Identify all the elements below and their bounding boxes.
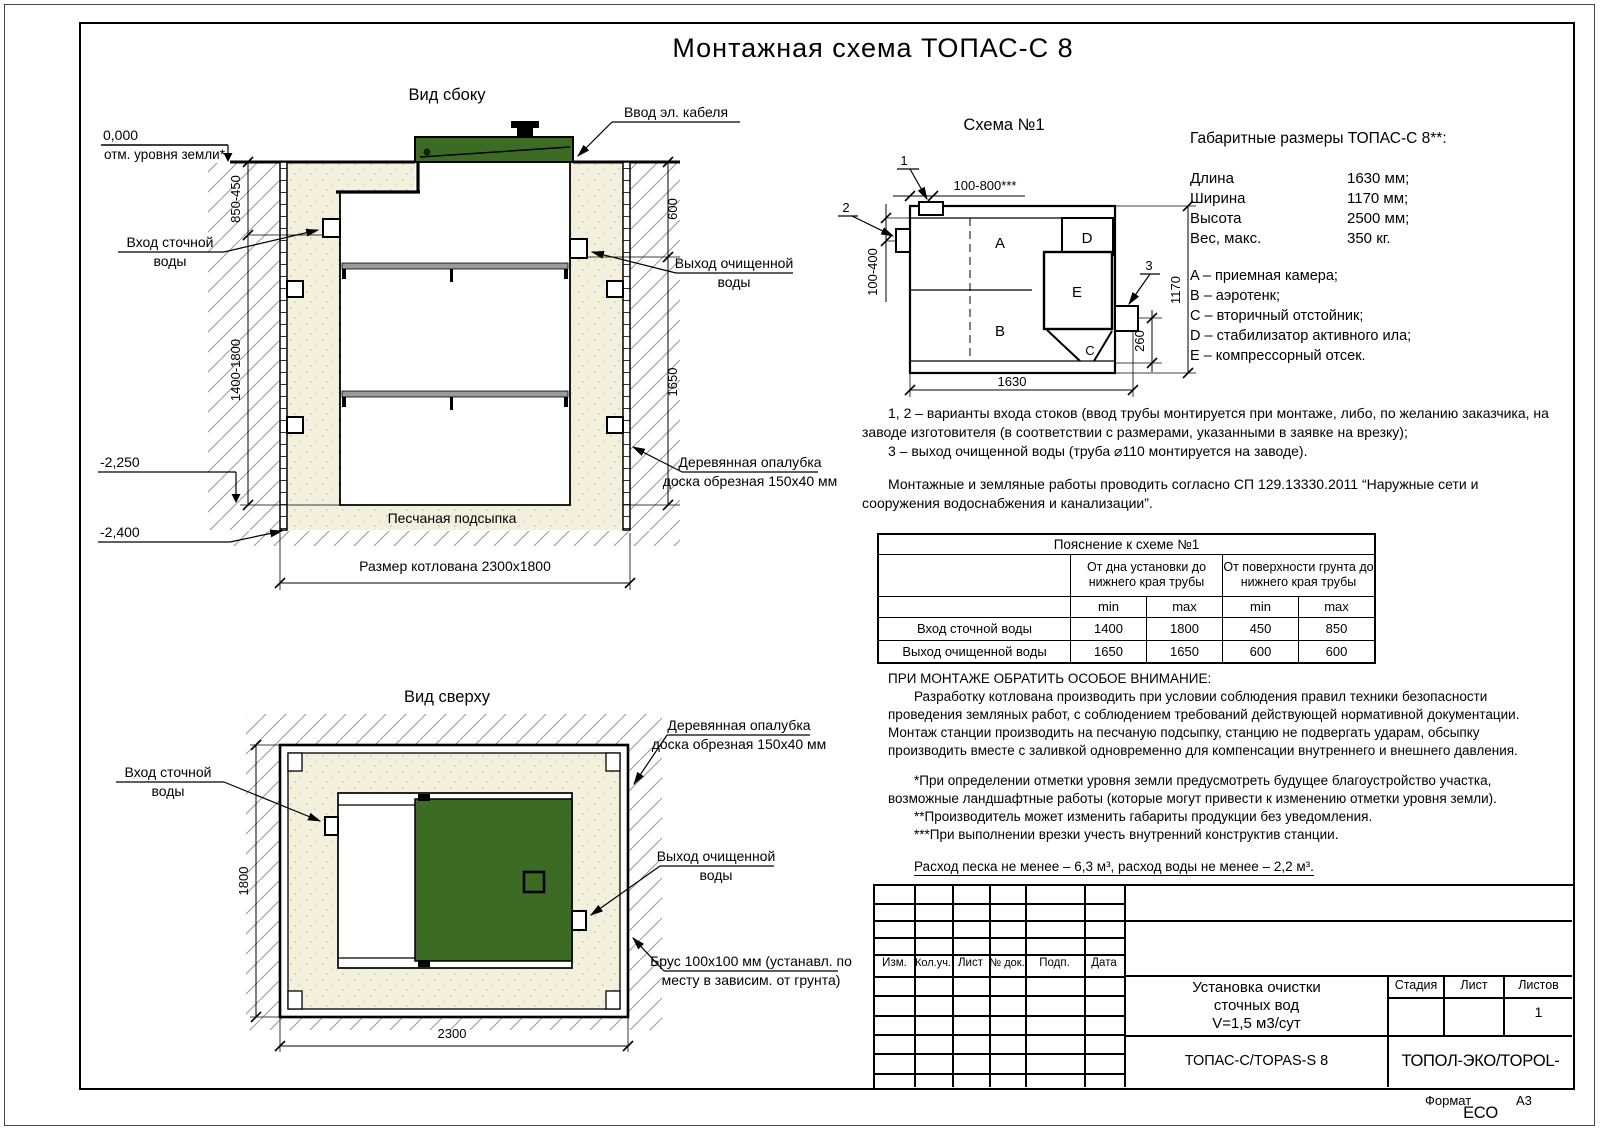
doc-title — [1126, 979, 1387, 1033]
beam-label-1: Брус 100x100 мм (устанавл. по — [650, 953, 852, 969]
scheme-dim-outlet: 260 — [1132, 330, 1147, 352]
format-value: А3 — [1516, 1093, 1532, 1108]
zero-mark-text: 0,000 — [103, 127, 139, 143]
top-inlet-label-2: воды — [151, 783, 185, 799]
table-title: Пояснение к схеме №1 — [878, 534, 1375, 554]
outlet-pipe-stub — [570, 239, 587, 258]
stamp-col-izm: Изм. — [882, 957, 907, 969]
elev-2250-text: -2,250 — [100, 454, 140, 470]
scheme-pipe-3 — [1115, 306, 1138, 331]
scheme-marker-1: 1 — [900, 153, 908, 168]
stamp-model: ТОПАС-С/TOPAS-S 8 — [1184, 1053, 1329, 1069]
explanation-table — [877, 533, 1376, 664]
top-inlet-label-1: Вход сточной — [124, 764, 212, 780]
doc-title-2: сточных вод — [1213, 997, 1300, 1014]
scheme-marker-2: 2 — [842, 200, 850, 215]
attention-heading: ПРИ МОНТАЖЕ ОБРАТИТЬ ОСОБОЕ ВНИМАНИЕ: — [888, 671, 1212, 686]
elev-2400-text: -2,400 — [100, 524, 140, 540]
spec-row — [1190, 229, 1560, 249]
scheme-pipe-2 — [896, 229, 910, 252]
top-dim-length: 2300 — [437, 1026, 467, 1041]
table-row: Вход сточной воды 1400 1800 450 850 — [878, 617, 1375, 640]
note-sp: Монтажные и земляные работы проводить согласно СП 129.13330.2011 “Наружные сети и сооружения водоснабжения и канализации”. — [862, 476, 1479, 511]
ground-note-text: отм. уровня земли* — [104, 147, 225, 162]
station-lid-top — [415, 799, 572, 961]
table-row: Выход очищенной воды 1650 1650 600 600 — [878, 640, 1375, 663]
spec-value: 2500 мм; — [1347, 210, 1410, 227]
attention-block — [888, 670, 1548, 876]
inlet-pipe-stub — [323, 219, 340, 237]
spec-row — [1190, 189, 1560, 209]
beam-label-2: месту в зависим. от грунта) — [661, 972, 841, 988]
spec-label: Длина — [1190, 170, 1234, 187]
formwork-label-1: Деревянная опалубка — [678, 454, 822, 470]
station-body-side — [336, 162, 570, 505]
stamp-col-list: Лист — [958, 957, 983, 969]
stamp-col-podp: Подп. — [1039, 957, 1070, 969]
compartment-a: A — [994, 235, 1006, 252]
side-view-title: Вид сбоку — [408, 86, 486, 104]
table-row-label: Вход сточной воды — [878, 617, 1071, 640]
stamp-sheets: Листов — [1518, 978, 1559, 992]
spec-value: 1630 мм; — [1347, 170, 1410, 187]
attention-star2: **Производитель может изменить габариты продукции без уведомления. — [914, 809, 1373, 824]
outlet-label-2: воды — [717, 274, 751, 290]
compartment-c: C — [1085, 343, 1095, 358]
table-group2: От поверхности грунта до нижнего края трубы — [1223, 554, 1376, 596]
spec-label: Ширина — [1190, 190, 1246, 207]
dimensions-spec-block — [1190, 130, 1560, 366]
table-max: max — [1299, 596, 1376, 617]
page-title: Монтажная схема ТОПАС-С 8 — [672, 33, 1074, 63]
consumption-note: Расход песка не менее – 6,3 м³, расход воды не менее – 2,2 м³. — [914, 859, 1314, 874]
doc-title-3: V=1,5 м3/сут — [1212, 1015, 1301, 1032]
vent-cap — [511, 121, 539, 128]
scheme-dim-height: 1170 — [1168, 276, 1183, 304]
table-min: min — [1223, 596, 1299, 617]
specs-title: Габаритные размеры ТОПАС-С 8**: — [1190, 130, 1447, 147]
legend-item: A – приемная камера; — [1190, 268, 1338, 284]
sand-bedding-label: Песчаная подсыпка — [387, 510, 517, 526]
dim-depth-top: 850-450 — [228, 175, 243, 223]
inlet-label-1: Вход сточной — [126, 234, 214, 250]
stamp-sheet: Лист — [1460, 978, 1488, 992]
legend-item: B – аэротенк; — [1190, 288, 1280, 304]
spec-label: Вес, макс. — [1190, 230, 1262, 247]
table-group1: От дна установки до нижнего края трубы — [1071, 554, 1223, 596]
top-outlet-label-2: воды — [699, 867, 733, 883]
compartment-d: D — [1081, 230, 1093, 247]
compartment-legend — [1190, 266, 1560, 366]
stamp-col-data: Дата — [1091, 957, 1117, 969]
stamp-col-dok: № док. — [989, 957, 1025, 969]
legend-item: E – компрессорный отсек. — [1190, 348, 1366, 364]
spec-row — [1190, 169, 1560, 189]
top-view-drawing — [85, 680, 855, 1085]
stamp-company: ТОПОЛ-ЭКО/TOPOL-ECO — [1401, 1052, 1560, 1122]
table-max: max — [1147, 596, 1223, 617]
scheme-dim-top: 100-800*** — [953, 178, 1017, 193]
table-row-label: Выход очищенной воды — [878, 640, 1071, 663]
scheme-title: Схема №1 — [963, 116, 1045, 134]
outlet-label-1: Выход очищенной — [674, 255, 794, 271]
compartment-e: E — [1071, 284, 1083, 301]
legend-item: D – стабилизатор активного ила; — [1190, 328, 1412, 344]
scheme1-drawing — [820, 110, 1220, 410]
cable-leader — [578, 122, 740, 156]
dim-depth-bottom: 1400-1800 — [228, 338, 243, 402]
top-view-title: Вид сверху — [404, 688, 490, 706]
scheme-pipe-1 — [919, 202, 943, 215]
stamp-sheets-value: 1 — [1534, 1004, 1543, 1020]
spec-value: 1170 мм; — [1347, 190, 1409, 207]
doc-title-1: Установка очистки — [1192, 979, 1321, 996]
table-min: min — [1071, 596, 1147, 617]
note-outlet: 3 – выход очищенной воды (труба ⌀110 монтируется на заводе). — [888, 443, 1308, 459]
top-formwork-label-1: Деревянная опалубка — [667, 717, 811, 733]
spec-row — [1190, 209, 1560, 229]
scheme-marker-3: 3 — [1145, 258, 1153, 273]
side-view-drawing — [85, 85, 838, 610]
station-lid-side — [415, 121, 573, 162]
scheme-dim-length: 1630 — [997, 374, 1027, 389]
top-formwork-label-2: доска обрезная 150x40 мм — [651, 736, 827, 752]
legend-item: C – вторичный отстойник; — [1190, 308, 1364, 324]
scheme-tank — [896, 202, 1138, 373]
inlet-pipe-top — [325, 817, 338, 835]
stamp-stage: Стадия — [1394, 978, 1438, 992]
formwork-label-2: доска обрезная 150x40 мм — [662, 473, 838, 489]
attention-paragraph: Разработку котлована производить при условии соблюдения правил техники безопасности проведения земляных работ, с соблюдением требований действующей нормативной документации. Монтаж станции производить на песчаную подсыпку, станцию не подвергать ударам, обсыпку производить вместе с заливкой одновременно для компенсации внутреннего и внешнего давления. — [888, 689, 1520, 758]
format-label: Формат — [1425, 1093, 1472, 1108]
top-dim-width: 1800 — [236, 866, 251, 896]
service-hatch-top — [524, 872, 544, 892]
dim-right-top: 600 — [665, 198, 680, 220]
pit-size-label: Размер котлована 2300x1800 — [359, 558, 551, 574]
inlet-label-2: воды — [153, 253, 187, 269]
spec-value: 350 кг. — [1347, 230, 1391, 247]
dim-right-bottom: 1650 — [665, 367, 680, 397]
top-outlet-label-1: Выход очищенной — [656, 848, 776, 864]
cable-label: Ввод эл. кабеля — [623, 104, 729, 120]
notes-block — [862, 404, 1554, 513]
note-inlets: 1, 2 – варианты входа стоков (ввод трубы монтируется при монтаже, либо, по желанию заказчика, на заводе изготовителя (в соответствии с размерами, указанными в заявке на врезку); — [862, 405, 1549, 440]
attention-star1: *При определении отметки уровня земли предусмотреть будущее благоустройство участка, возможные ландшафтные работы (которые могут привести к изменению отметки уровня земли). — [888, 773, 1497, 806]
outlet-pipe-top — [572, 911, 586, 930]
scheme-dim-left: 100-400 — [865, 248, 880, 296]
compartment-b: B — [994, 323, 1006, 340]
station-body-top — [325, 793, 586, 968]
stamp-col-kol: Кол.уч. — [914, 957, 952, 969]
attention-star3: ***При выполнении врезки учесть внутренний конструктив станции. — [914, 827, 1339, 842]
spec-label: Высота — [1190, 210, 1242, 227]
